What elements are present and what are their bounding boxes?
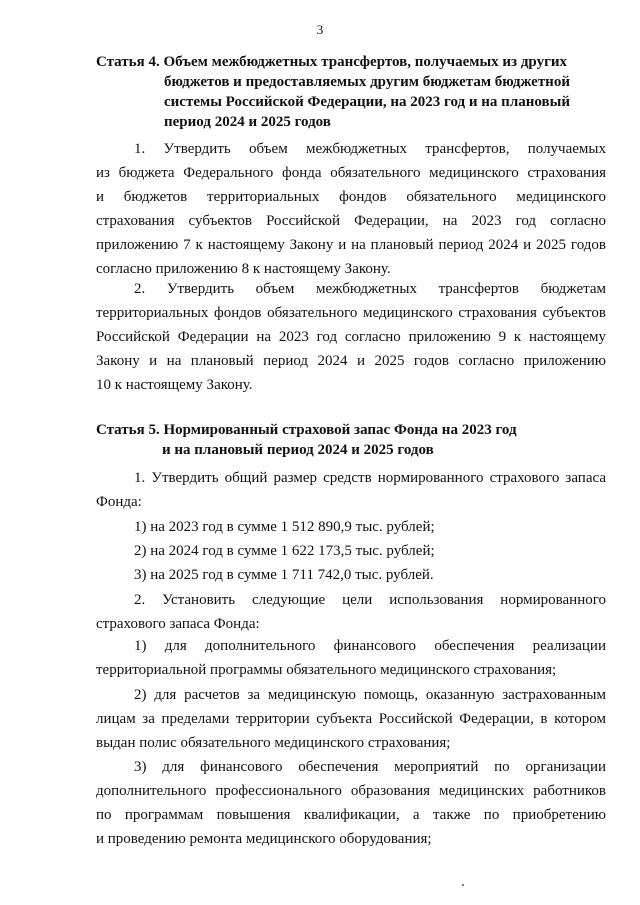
paragraph-line: страхового запаса Фонда: bbox=[96, 616, 260, 632]
paragraph-line: Фонда: bbox=[96, 494, 142, 510]
article-5-title-line: и на плановый период 2024 и 2025 годов bbox=[162, 442, 434, 458]
goal-1 bbox=[96, 634, 606, 682]
article-5-paragraph-2 bbox=[96, 588, 606, 636]
paragraph-line: лицам за пределами территории субъекта Российской Федерации, в котором bbox=[96, 711, 606, 727]
paragraph-line: 2. Установить следующие цели использования нормированного bbox=[134, 592, 606, 608]
article-4-paragraph-2 bbox=[96, 277, 606, 397]
paragraph-line: приложению 7 к настоящему Закону и на плановый период 2024 и 2025 годов bbox=[96, 237, 606, 253]
paragraph-line: Российской Федерации на 2023 год согласно приложению 9 к настоящему bbox=[96, 329, 606, 345]
paragraph-line: и бюджетов территориальных фондов обязательного медицинского bbox=[96, 189, 606, 205]
paragraph-line: 1. Утвердить объем межбюджетных трансфертов, получаемых bbox=[134, 141, 606, 157]
paragraph-line: выдан полис обязательного медицинского страхования; bbox=[96, 735, 451, 751]
paragraph-line: по программам повышения квалификации, а также по приобретению bbox=[96, 807, 606, 823]
article-4-paragraph-1 bbox=[96, 137, 606, 281]
article-5-paragraph-1 bbox=[96, 466, 606, 514]
paragraph-line: 2) для расчетов за медицинскую помощь, оказанную застрахованным bbox=[134, 687, 606, 703]
goal-3 bbox=[96, 755, 606, 851]
paragraph-line: из бюджета Федерального фонда обязательного медицинского страхования bbox=[96, 165, 606, 181]
paragraph-line: дополнительного профессионального образования медицинских работников bbox=[96, 783, 606, 799]
paragraph-line: 1) для дополнительного финансового обеспечения реализации bbox=[134, 638, 606, 654]
paragraph-line: территориальных фондов обязательного медицинского страхования субъектов bbox=[96, 305, 606, 321]
scan-speck bbox=[462, 884, 464, 886]
article-4-title-line: Статья 4. Объем межбюджетных трансфертов, получаемых из других bbox=[96, 54, 568, 70]
paragraph-line: 3) для финансового обеспечения мероприятий по организации bbox=[134, 759, 606, 775]
paragraph-line: согласно приложению 8 к настоящему Закону. bbox=[96, 261, 391, 277]
paragraph-line: и проведению ремонта медицинского оборудования; bbox=[96, 831, 432, 847]
amount-2025: 3) на 2025 год в сумме 1 711 742,0 тыс. рублей. bbox=[134, 567, 434, 583]
paragraph-line: Закону и на плановый период 2024 и 2025 годов согласно приложению bbox=[96, 353, 606, 369]
amount-2024: 2) на 2024 год в сумме 1 622 173,5 тыс. рублей; bbox=[134, 543, 435, 559]
amount-2023: 1) на 2023 год в сумме 1 512 890,9 тыс. рублей; bbox=[134, 519, 435, 535]
paragraph-line: 1. Утвердить общий размер средств нормированного страхового запаса bbox=[134, 470, 606, 486]
article-4-title-line: период 2024 и 2025 годов bbox=[164, 114, 331, 130]
paragraph-line: территориальной программы обязательного медицинского страхования; bbox=[96, 662, 557, 678]
article-4-title bbox=[96, 52, 570, 132]
paragraph-line: страхования субъектов Российской Федерации, на 2023 год согласно bbox=[96, 213, 606, 229]
page-number: 3 bbox=[316, 22, 324, 37]
article-4-title-line: системы Российской Федерации, на 2023 год и на плановый bbox=[164, 94, 570, 110]
article-4-title-line: бюджетов и предоставляемых другим бюджетам бюджетной bbox=[164, 74, 570, 90]
paragraph-line: 10 к настоящему Закону. bbox=[96, 377, 253, 393]
article-5-title bbox=[96, 420, 536, 460]
article-5-title-line: Статья 5. Нормированный страховой запас Фонда на 2023 год bbox=[96, 422, 517, 438]
goal-2 bbox=[96, 683, 606, 755]
paragraph-line: 2. Утвердить объем межбюджетных трансфертов бюджетам bbox=[134, 281, 606, 297]
